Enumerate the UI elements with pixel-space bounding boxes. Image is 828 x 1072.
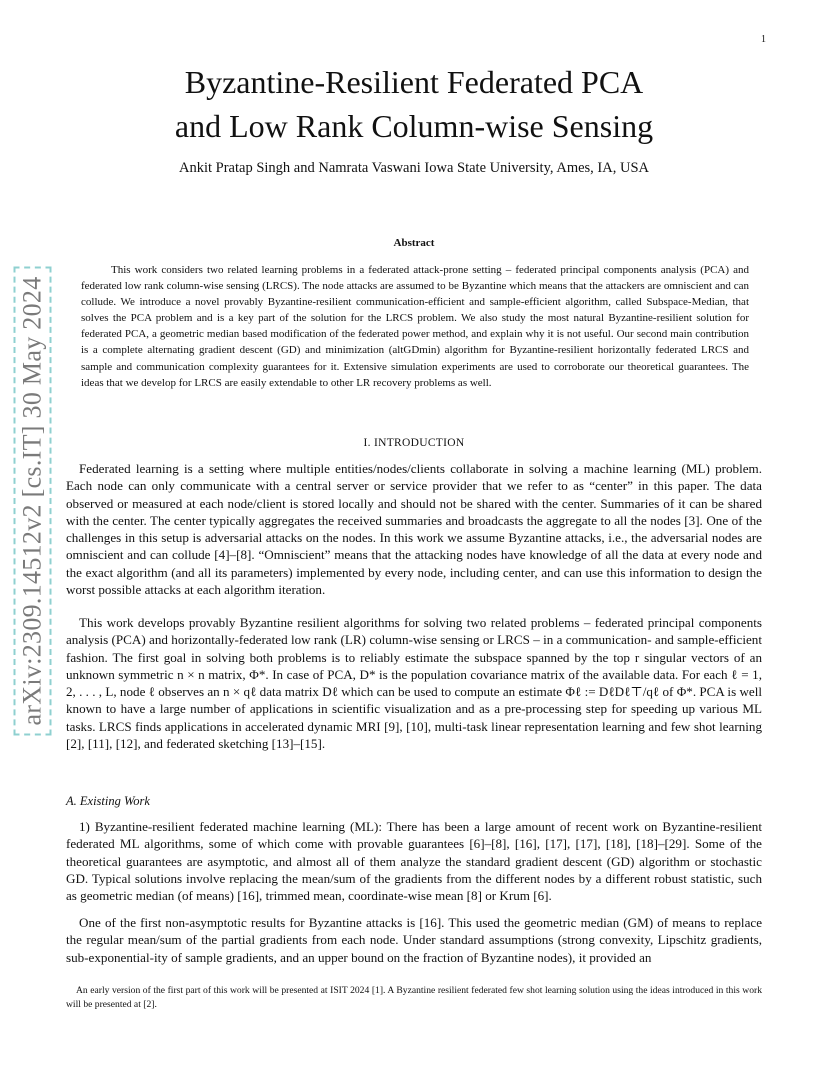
- footnote: [66, 984, 762, 1011]
- paragraph-text: This work develops provably Byzantine resilient algorithms for solving two related problems – federated principal components analysis (PCA) and horizontally-federated low rank (LR) column-wise sensing or LRCS – in a communication- and sample-efficient fashion. The first goal in solving both problems is to reliably estimate the subspace spanned by the top r singular vectors of an unknown symmetric n × n matrix, Φ*. In case of PCA, D* is the population covariance matrix of the available data. For each ℓ = 1, 2, . . . , L, node ℓ observes an n × qℓ data matrix Dℓ which can be used to compute an estimate Φℓ := DℓDℓ⊤/qℓ of Φ*. PCA is well known to have a large number of applications in scientific visualization and as a pre-processing step for speeding up various ML tasks. LRCS finds applications in accelerated dynamic MRI [9], [10], multi-task linear representation learning and few shot learning [2], [11], [12], and federated sketching [13]–[15].: [66, 615, 762, 752]
- existing-work-paragraph-1: [66, 818, 762, 904]
- paragraph-text: One of the first non-asymptotic results for Byzantine attacks is [16]. This used the geometric median (GM) of means to replace the regular mean/sum of the partial gradients from each node. Under standard assumptions (strong convexity, Lipschitz gradients, sub-exponential-ity of sample gradients, and an upper bound on the fraction of Byzantine nodes), it provided an: [66, 915, 762, 965]
- existing-work-paragraph-2: [66, 914, 762, 966]
- page-number: 1: [761, 34, 766, 45]
- title-line-1: Byzantine-Resilient Federated PCA: [184, 64, 644, 100]
- intro-paragraph-1: [66, 460, 762, 598]
- abstract-text: This work considers two related learning problems in a federated attack-prone setting – federated principal components analysis (PCA) and federated low rank column-wise sensing (LRCS). The node attacks are assumed to be Byzantine which means that the attackers are omniscient and can collude. We introduce a novel provably Byzantine-resilient communication-efficient and sample-efficient algorithm, called Subspace-Median, that solves the PCA problem and is a key part of the solution for the LRCS problem. We also study the most natural Byzantine-resilient solution for federated PCA, a geometric median based modification of the federated power method, and explain why it is not useful. Our second main contribution is a complete alternating gradient descent (GD) and minimization (altGDmin) algorithm for Byzantine-resilient horizontally federated LRCS and sample and communication complexity guarantees for it. Extensive simulation experiments are used to corroborate our theoretical guarantees. The ideas that we develop for LRCS are easily extendable to other LR recovery problems as well.: [81, 264, 749, 389]
- paper-title: [0, 60, 828, 148]
- arxiv-sidebar: [14, 262, 50, 740]
- title-line-2: and Low Rank Column-wise Sensing: [174, 108, 654, 144]
- section-heading-introduction: I. INTRODUCTION: [363, 437, 465, 449]
- subsection-heading-existing-work: A. Existing Work: [66, 794, 150, 808]
- arxiv-identifier-stamp[interactable]: arXiv:2309.14512v2 [cs.IT] 30 May 2024: [13, 267, 51, 736]
- paragraph-text: 1) Byzantine-resilient federated machine learning (ML): There has been a large amount of recent work on Byzantine-resilient federated ML algorithms, some of which come with provable guarantees [6]–[8], [16], [17], [17], [18], [18]–[29]. Some of the theoretical guarantees are asymptotic, and almost all of them analyze the standard gradient descent (GD) algorithm or stochastic GD. Typical solutions involve replacing the mean/sum of the gradients from the different nodes by a different robust statistic, such as geometric median (of means) [16], trimmed mean, coordinate-wise mean [8] or Krum [6].: [66, 819, 762, 904]
- paragraph-text: Federated learning is a setting where multiple entities/nodes/clients collaborate in solving a machine learning (ML) problem. Each node can only communicate with a central server or service provider that we refer to as “center” in this paper. The data observed or measured at each node/client is stored locally and should not be shared with the center. Summaries of it can be shared with the center. The center typically aggregates the received summaries and broadcasts the aggregate to all the nodes [3]. One of the challenges in this setup is adversarial attacks on the nodes. In this work we assume Byzantine attacks, i.e., the adversarial nodes are omniscient and can collude [4]–[8]. “Omniscient” means that the attacking nodes have knowledge of all the data at every node and the exact algorithm (and all its parameters) implemented by every node, including center, and can use this information to design the worst possible attacks at each algorithm iteration.: [66, 461, 762, 598]
- author-line: Ankit Pratap Singh and Namrata Vaswani Iowa State University, Ames, IA, USA: [179, 160, 649, 176]
- abstract-heading: Abstract: [393, 237, 435, 249]
- intro-paragraph-2: [66, 614, 762, 752]
- footnote-text: An early version of the first part of this work will be presented at ISIT 2024 [1]. A Byzantine resilient federated few shot learning solution using the ideas introduced in this work will be presented at [2].: [66, 985, 762, 1010]
